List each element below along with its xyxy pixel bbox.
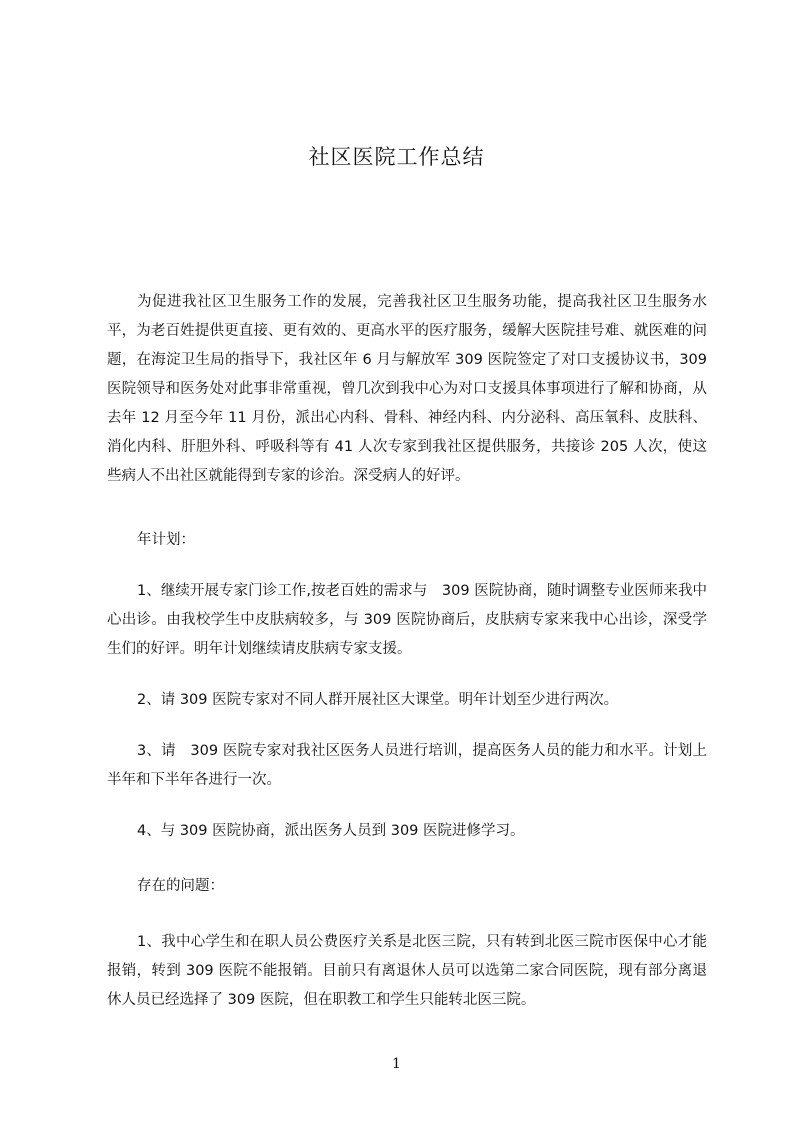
plan-item-4: 4、与 309 医院协商，派出医务人员到 309 医院进修学习。 (137, 823, 525, 839)
intro-paragraph: 为促进我社区卫生服务工作的发展，完善我社区卫生服务功能，提高我社区卫生服务水平，为老百姓提供更直接、更有效的、更高水平的医疗服务，缓解大医院挂号难、就医难的问题，在海淀卫生局的指导下，我社区年 6 月与解放军 309 医院签定了对口支援协议书，309 医院领导和医务处对此事非常重视，曾几次到我中心为对口支援具体事项进行了解和协商，从去年 12 月至今年 11 月份，派出心内科、骨科、神经内科、内分泌科、高压氧科、皮肤科、消化内科、肝胆外科、呼吸科等有 41 人次专家到我社区提供服务，共接诊 205 人次，使这些病人不出社区就能得到专家的诊治。深受病人的好评。 (107, 294, 707, 484)
plan-heading: 年计划： (137, 532, 195, 548)
plan-item-3: 3、请 309 医院专家对我社区医务人员进行培训，提高医务人员的能力和水平。计划上半年和下半年各进行一次。 (107, 743, 707, 788)
plan-item-2: 2、请 309 医院专家对不同人群开展社区大课堂。明年计划至少进行两次。 (137, 692, 619, 708)
issue-item-1: 1、我中心学生和在职人员公费医疗关系是北医三院，只有转到北医三院市医保中心才能报销，转到 309 医院不能报销。目前只有离退休人员可以选第二家合同医院，现有部分离退休人员已经选择了 309 医院，但在职教工和学生只能转北医三院。 (107, 934, 707, 1008)
page-number: 1 (392, 1056, 401, 1072)
plan-item-1: 1、继续开展专家门诊工作,按老百姓的需求与 309 医院协商，随时调整专业医师来我中心出诊。由我校学生中皮肤病较多，与 309 医院协商后，皮肤病专家来我中心出诊，深受学生们的好评。明年计划继续请皮肤病专家支援。 (107, 583, 707, 657)
issues-heading: 存在的问题： (137, 878, 224, 894)
document-title: 社区医院工作总结 (308, 145, 485, 169)
